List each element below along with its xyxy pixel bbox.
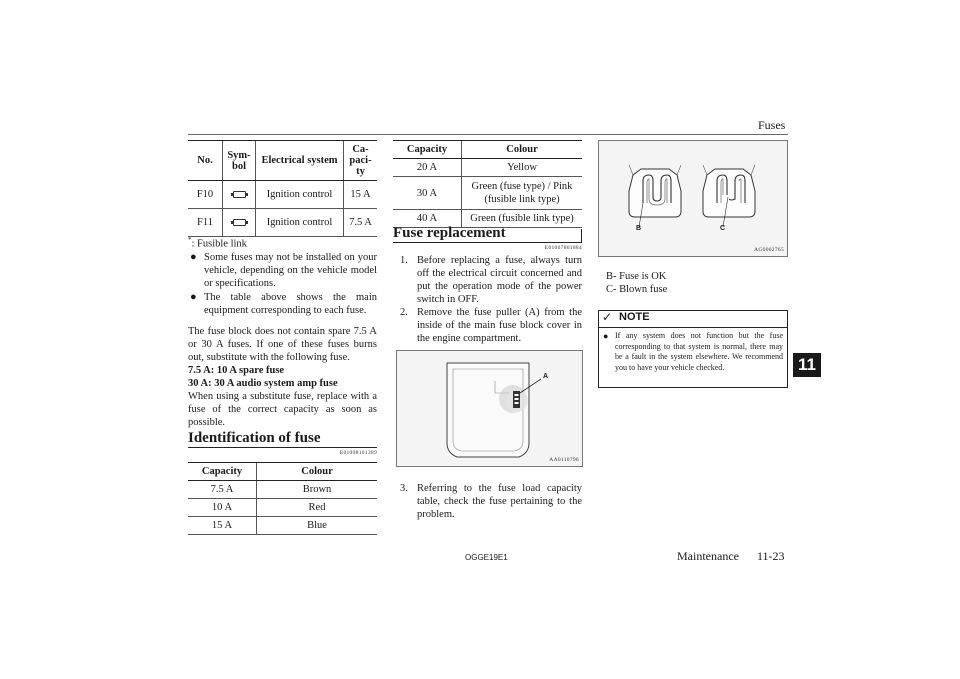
col-header-symbol: Sym- bol — [223, 141, 256, 181]
fuse-block-cover-illustration — [397, 351, 582, 466]
heading-rule — [393, 242, 582, 243]
step-number: 2. — [400, 307, 408, 318]
footnote-mark: * — [188, 236, 192, 244]
cell-colour: Green (fuse type) / Pink (fusible link type) — [462, 177, 583, 210]
checkmark-icon: ✓ — [602, 310, 613, 324]
fuse-block-figure — [396, 350, 583, 467]
cell-symbol — [223, 181, 256, 209]
cell-no: F11 — [188, 209, 223, 237]
cell-system: Ignition control — [256, 181, 344, 209]
fusible-link-icon — [233, 219, 246, 226]
table-row — [188, 181, 377, 209]
list-item — [400, 254, 582, 306]
col-header-colour: Colour — [462, 141, 583, 159]
heading-rule — [188, 447, 377, 448]
fuse-ok-and-blown-illustration — [599, 141, 787, 256]
col-header-capacity: Capacity — [188, 463, 257, 481]
footnote — [188, 234, 247, 251]
col-header-capacity: Capacity — [393, 141, 462, 159]
cell-capacity: 20 A — [393, 159, 462, 177]
replacement-steps — [400, 254, 582, 345]
cell-capacity: 15 A — [344, 181, 378, 209]
list-item — [188, 291, 377, 317]
cell-no: F10 — [188, 181, 223, 209]
spare-fuse-7-5a: 7.5 A: 10 A spare fuse — [188, 365, 285, 376]
section-heading-identification: Identification of fuse — [188, 430, 321, 446]
col-header-no: No. — [188, 141, 223, 181]
figure-code: AA0110796 — [549, 457, 579, 463]
col-header-colour: Colour — [257, 463, 378, 481]
figure-captions — [606, 270, 667, 296]
note-rule — [599, 327, 787, 328]
header-rule — [188, 134, 788, 135]
step-text: Referring to the fuse load capacity table, check the fuse pertaining to the problem. — [417, 483, 582, 520]
page-number: 11-23 — [757, 549, 785, 563]
footer-section: Maintenance — [677, 549, 739, 563]
replacement-steps-continued — [400, 482, 582, 521]
fuse-colour-table — [188, 462, 377, 535]
step-text: Before replacing a fuse, always turn off the electrical circuit concerned and put the operation mode of the power switch in OFF. — [417, 255, 582, 305]
fuse-system-table — [188, 140, 377, 237]
cell-capacity: 7.5 A — [344, 209, 378, 237]
fuse-condition-figure — [598, 140, 788, 257]
figure-label-c: C — [720, 225, 726, 232]
chapter-tab: 11 — [793, 353, 821, 377]
bullet-text: The table above shows the main equipment corresponding to each fuse. — [204, 292, 377, 316]
cell-colour: Brown — [257, 481, 378, 499]
table-row — [188, 517, 377, 535]
note-content — [603, 331, 783, 373]
col-header-system: Electrical system — [256, 141, 344, 181]
table-row — [393, 177, 582, 210]
cell-colour: Green (fusible link type) — [462, 210, 583, 228]
col-header-capacity: Ca- paci- ty — [344, 141, 378, 181]
notes-list — [188, 251, 377, 317]
list-item — [603, 331, 783, 373]
heading-code: E01007801884 — [544, 245, 582, 251]
figure-label-a: A — [543, 373, 549, 380]
bullet-text: Some fuses may not be installed on your vehicle, depending on the vehicle model or specifications. — [204, 252, 377, 289]
step-number: 3. — [400, 483, 408, 494]
table-header-row — [188, 463, 377, 481]
table-row — [188, 209, 377, 237]
substitute-fuse-paragraph: When using a substitute fuse, replace with a fuse of the correct capacity as soon as possible. — [188, 391, 377, 428]
section-heading-replacement: Fuse replacement — [393, 225, 506, 241]
spare-fuse-block — [188, 325, 377, 429]
bullet-icon: ● — [603, 331, 609, 341]
heading-rule-tick — [581, 229, 582, 243]
caption-blown-fuse: C- Blown fuse — [606, 284, 668, 295]
cell-colour: Yellow — [462, 159, 583, 177]
note-title-bar — [599, 311, 787, 325]
running-header: Fuses — [758, 118, 786, 132]
step-text: Remove the fuse puller (A) from the inside of the main fuse block cover in the engine compartment. — [417, 307, 582, 344]
step-number: 1. — [400, 255, 408, 266]
cell-capacity: 7.5 A — [188, 481, 257, 499]
cell-system: Ignition control — [256, 209, 344, 237]
table-header-row — [188, 141, 377, 181]
note-text: If any system does not function but the fuse corresponding to that system is normal, there may be a fault in the system elsewhere. We recommend you to have your vehicle checked. — [615, 331, 783, 372]
heading-code: E01008101389 — [339, 450, 377, 456]
note-title: NOTE — [619, 311, 650, 323]
table-row — [188, 481, 377, 499]
bullet-icon: ● — [190, 291, 197, 303]
table-row — [188, 499, 377, 517]
cell-colour: Blue — [257, 517, 378, 535]
table-header-row — [393, 141, 582, 159]
cell-capacity: 30 A — [393, 177, 462, 210]
bullet-icon: ● — [190, 251, 197, 263]
list-item — [400, 306, 582, 345]
cell-symbol — [223, 209, 256, 237]
footer-code: OGGE19E1 — [465, 553, 508, 562]
spare-fuse-paragraph: The fuse block does not contain spare 7.5 A or 30 A fuses. If one of these fuses burns out, substitute with the following fuse. — [188, 326, 377, 363]
cell-capacity: 15 A — [188, 517, 257, 535]
note-box — [598, 310, 788, 388]
cell-capacity: 40 A — [393, 210, 462, 228]
list-item — [400, 482, 582, 521]
fuse-colour-table-continued — [393, 140, 582, 228]
caption-fuse-ok: B- Fuse is OK — [606, 271, 667, 282]
spare-fuse-30a: 30 A: 30 A audio system amp fuse — [188, 378, 338, 389]
cell-capacity: 10 A — [188, 499, 257, 517]
figure-code: AG0002765 — [754, 247, 784, 253]
cell-colour: Red — [257, 499, 378, 517]
table-row — [393, 159, 582, 177]
footnote-text: : Fusible link — [191, 238, 247, 250]
figure-label-b: B — [636, 225, 642, 232]
fusible-link-icon — [233, 191, 246, 198]
list-item — [188, 251, 377, 290]
